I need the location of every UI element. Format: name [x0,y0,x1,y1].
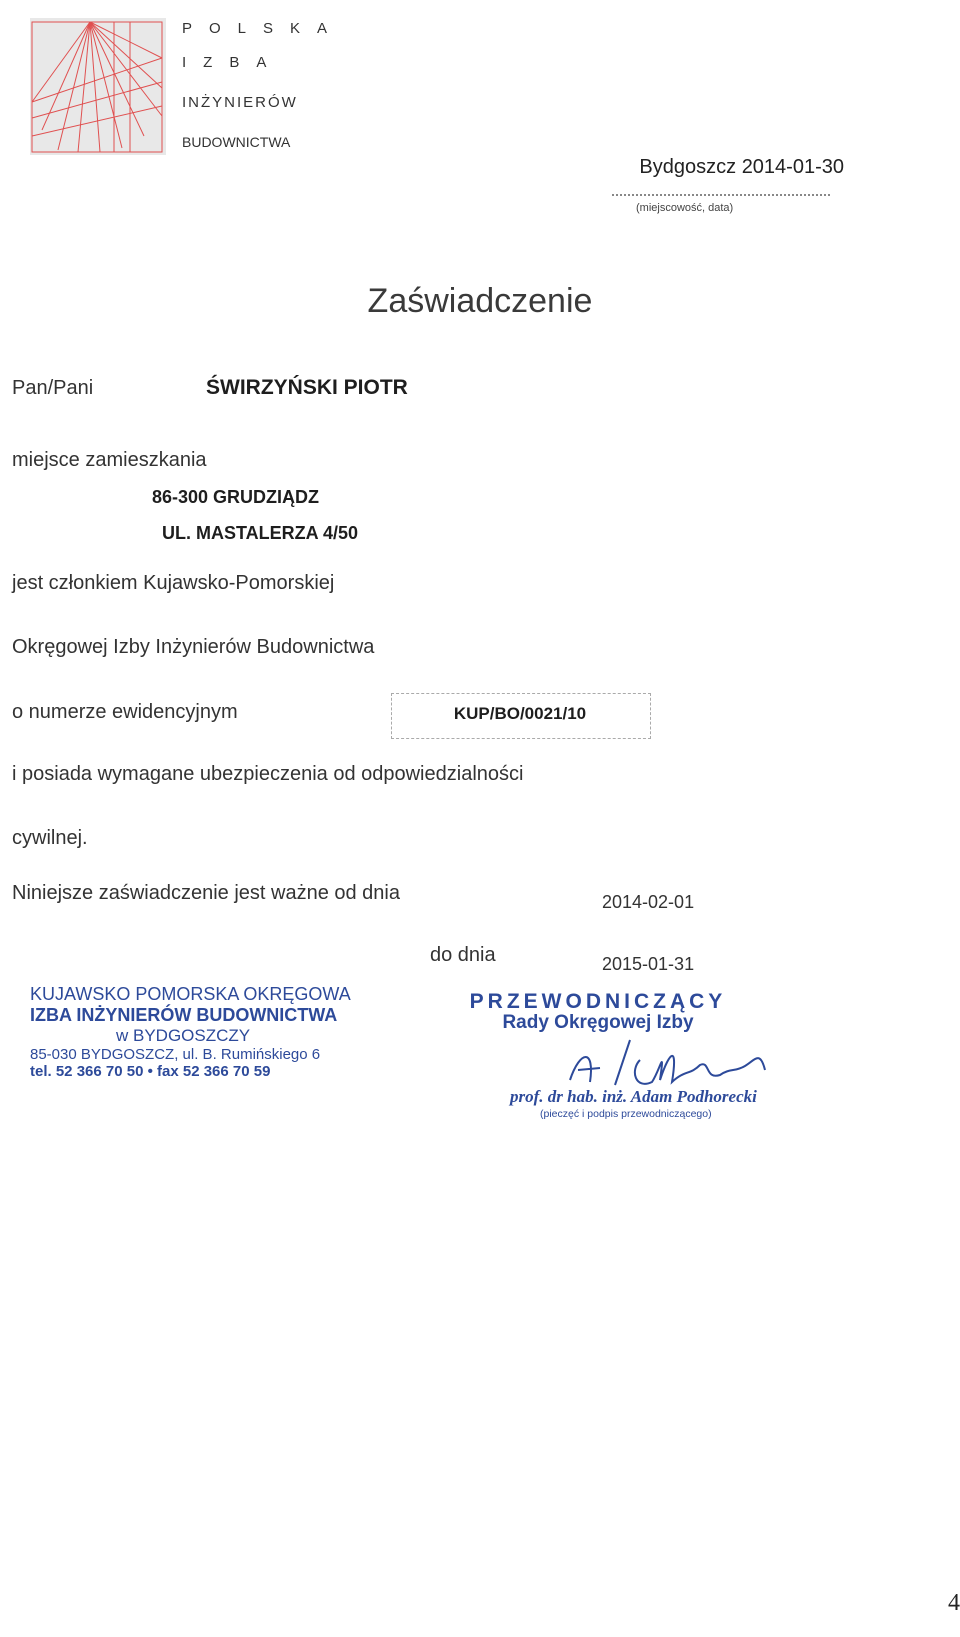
logo-line-budownictwa: BUDOWNICTWA [182,134,291,150]
logo-line-izba: IZBA [182,54,284,71]
page-number: 4 [948,1590,960,1616]
logo-line-inzynierow: INŻYNIERÓW [182,94,298,111]
valid-from-label: Niniejsze zaświadczenie jest ważne od dnia [12,882,400,904]
membership-line-1: jest członkiem Kujawsko-Pomorskiej [12,572,335,594]
membership-line-2: Okręgowej Izby Inżynierów Budownictwa [12,636,375,658]
registration-label: o numerze ewidencyjnym [12,701,238,723]
insurance-line-2: cywilnej. [12,827,88,849]
address-line-1: 86-300 GRUDZIĄDZ [152,487,320,507]
logo-emblem-icon [30,18,166,155]
valid-to-date: 2015-01-31 [602,954,695,974]
stamp-line-3: w BYDGOSZCZY [116,1026,251,1045]
place-date: Bydgoszcz 2014-01-30 [639,156,844,178]
chairman-stamp [448,990,748,1034]
stamp-line-5: tel. 52 366 70 50 • fax 52 366 70 59 [30,1063,271,1080]
stamp-line-4: 85-030 BYDGOSZCZ, ul. B. Rumińskiego 6 [30,1046,321,1063]
insurance-line-1: i posiada wymagane ubezpieczenia od odpowiedzialności [12,763,524,785]
chairman-title: PRZEWODNICZĄCY [469,990,727,1013]
person-name: ŚWIRZYŃSKI PIOTR [206,376,408,399]
place-date-caption: (miejscowość, data) [636,202,734,214]
residence-label: miejsce zamieszkania [12,449,207,471]
valid-from-date: 2014-02-01 [602,892,695,912]
stamp-line-1: KUJAWSKO POMORSKA OKRĘGOWA [30,984,351,1004]
chairman-name: prof. dr hab. inż. Adam Podhorecki [510,1087,757,1106]
person-label: Pan/Pani [12,377,94,399]
logo-line-polska: POLSKA [182,20,345,37]
registration-number: KUP/BO/0021/10 [453,704,587,723]
place-date-underline [612,194,830,196]
stamp-line-2: IZBA INŻYNIERÓW BUDOWNICTWA [30,1005,338,1025]
address-line-2: UL. MASTALERZA 4/50 [162,523,359,543]
chairman-caption: (pieczęć i podpis przewodniczącego) [540,1108,712,1120]
document-title: Zaświadczenie [367,282,593,320]
chairman-council: Rady Okręgowej Izby [502,1012,694,1033]
valid-to-label: do dnia [430,944,496,966]
chamber-stamp [30,984,380,1080]
